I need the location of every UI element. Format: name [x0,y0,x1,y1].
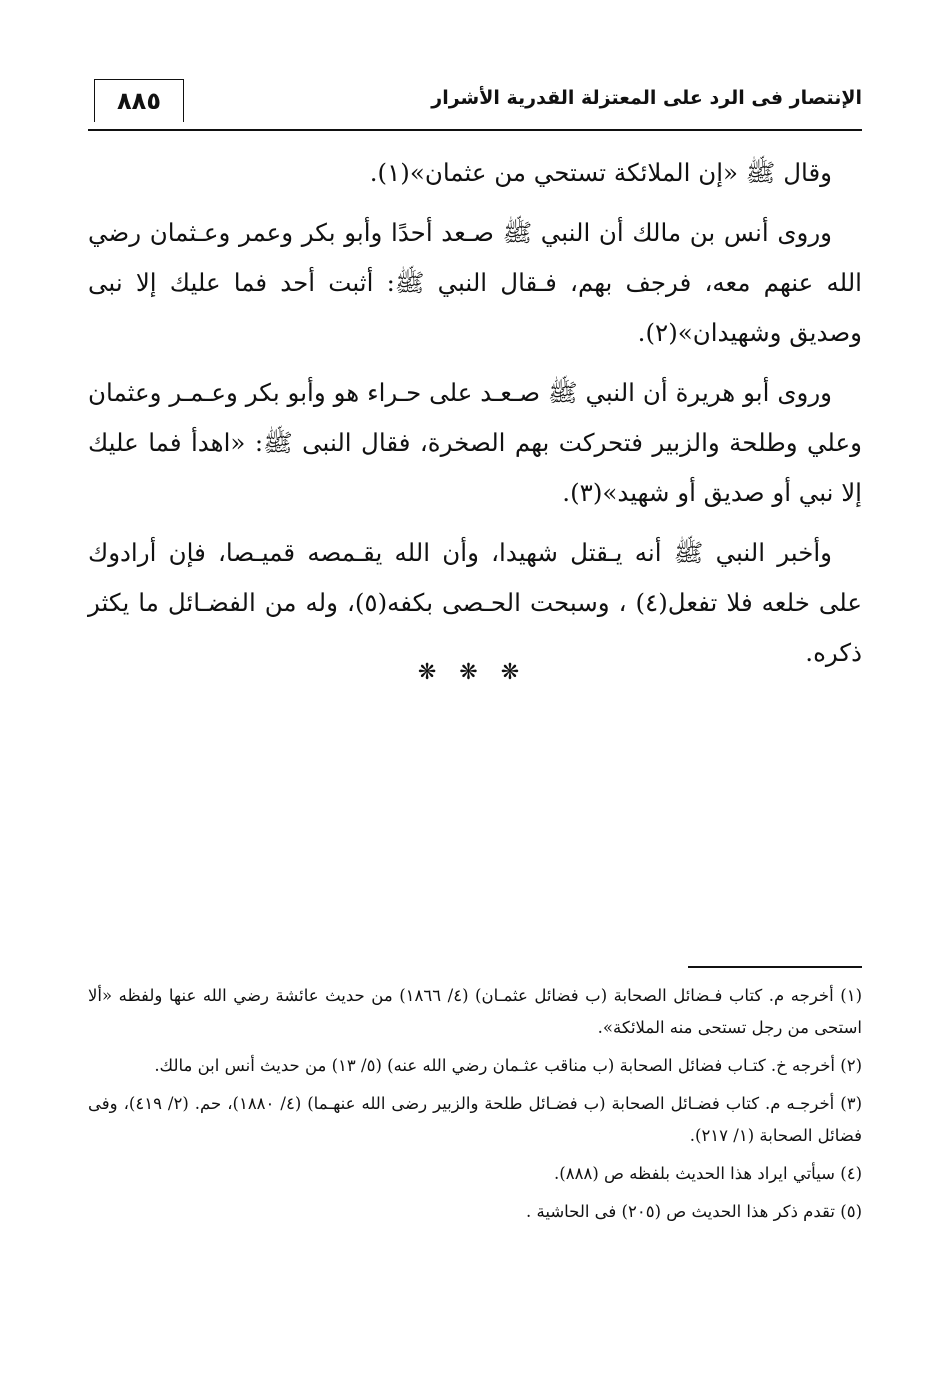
footnote: (١) أخرجه م. كتاب فـضائل الصحابة (ب فضائل عثمـان) (٤/ ١٨٦٦) من حديث عائشة رضي الله عنها ولفظه «ألا استحى من رجل تستحى منه الملائكة». [88,986,862,1037]
running-title: الإنتصار فى الرد على المعتزلة القدرية الأشرار [431,87,862,109]
paragraph: وأخبر النبي ﷺ أنه يـقتل شهيدا، وأن الله يقـمصه قميـصا، فإن أرادوك على خلعه فلا تفعل(٤) ، وسبحت الحـصى بكفه(٥)، وله من الفضـائل ما يكثر ذكره. [88,538,863,667]
footnote: (٥) تقدم ذكر هذا الحديث ص (٢٠٥) فى الحاشية . [526,1202,862,1221]
page-number: ٨٨٥ [94,79,184,122]
footnote: (٢) أخرجه خ. كتـاب فضائل الصحابة (ب مناقب عثـمان رضي الله عنه) (٥/ ١٣) من حديث أنس ابن مالك. [154,1056,862,1075]
page-header [88,73,862,131]
paragraph: وروى أبو هريرة أن النبي ﷺ صـعـد على حـراء هو وأبو بكر وعـمـر وعثمان وعلي وطلحة والزبير فتحركت بهم الصخرة، فقال النبى ﷺ: «اهدأ فما عليك إلا نبي أو صديق أو شهيد»(٣). [88,378,862,507]
paragraph: وقال ﷺ «إن الملائكة تستحي من عثمان»(١). [369,158,832,187]
main-text [88,148,862,688]
footnote-rule [688,966,862,968]
footnote: (٤) سيأتي ايراد هذا الحديث بلفظه ص (٨٨٨). [554,1164,862,1183]
footnote: (٣) أخرجـه م. كتاب فضـائل الصحابة (ب فضـائل طلحة والزبير رضى الله عنهـما) (٤/ ١٨٨٠)، حم. (٢/ ٤١٩)، وفى فضائل الصحابة (١/ ٢١٧). [88,1094,862,1145]
paragraph: وروى أنس بن مالك أن النبي ﷺ صـعد أحدًا وأبو بكر وعمر وعـثمان رضي الله عنهم معه، فرجف بهم، فـقال النبي ﷺ: أثبت أحد فما عليك إلا نبى وصديق وشهيدان»(٢). [88,218,862,347]
footnotes [88,980,862,1234]
section-separator: ❋ ❋ ❋ [417,660,528,685]
